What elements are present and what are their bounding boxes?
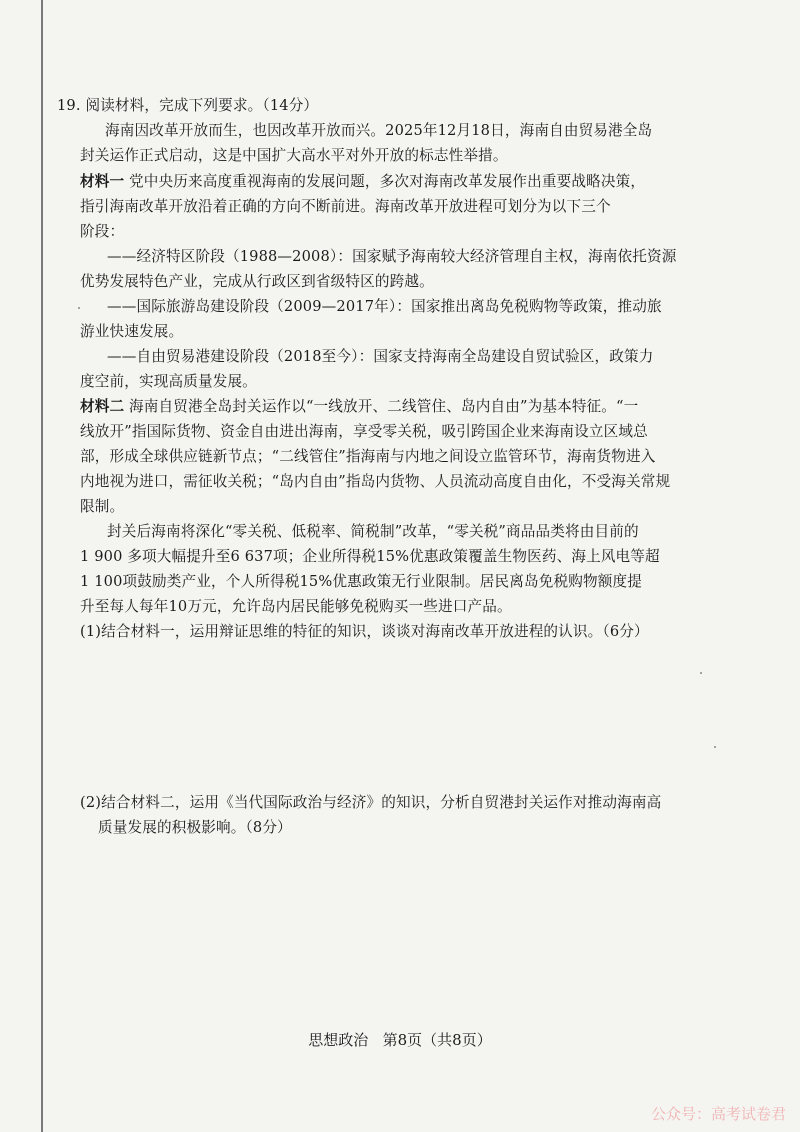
material2-line: 部，形成全球供应链新节点；“二线管住”指海南与内地之间设立监管环节，海南货物进入 xyxy=(80,448,656,465)
material2-first-line xyxy=(80,397,638,417)
material1-line: 指引海南改革开放沿着正确的方向不断前进。海南改革开放进程可划分为以下三个 xyxy=(80,198,611,215)
material2-line: 1 900 多项大幅提升至6 637项；企业所得税15%优惠政策覆盖生物医药、海上风电等超 xyxy=(80,548,660,565)
stage1-line: ——经济特区阶段（1988—2008）：国家赋予海南较大经济管理自主权，海南依托资源 xyxy=(107,248,677,265)
stage3-line: 度空前，实现高质量发展。 xyxy=(80,373,257,390)
scan-dot xyxy=(78,307,80,309)
material2-label: 材料二 xyxy=(80,398,125,415)
sub-question-2: 质量发展的积极影响。（8分） xyxy=(98,819,292,836)
material1-text: 党中央历来高度重视海南的发展问题，多次对海南改革发展作出重要战略决策， xyxy=(124,173,646,190)
material2-line: 线放开”指国际货物、资金自由进出海南，享受零关税，吸引跨国企业来海南设立区域总 xyxy=(80,423,648,440)
watermark: 公众号：高考试卷君 xyxy=(650,1105,786,1123)
question-title: 19. 阅读材料，完成下列要求。（14分） xyxy=(57,97,319,114)
material2-line: 限制。 xyxy=(80,498,125,515)
stage2-line: 游业快速发展。 xyxy=(80,323,184,340)
sub-question-2: (2)结合材料二，运用《当代国际政治与经济》的知识，分析自贸港封关运作对推动海南高 xyxy=(80,794,662,811)
sub-question-1: (1)结合材料一，运用辩证思维的特征的知识，谈谈对海南改革开放进程的认识。（6分） xyxy=(80,623,649,640)
material1-label: 材料一 xyxy=(80,173,125,190)
intro-line: 封关运作正式启动，这是中国扩大高水平对外开放的标志性举措。 xyxy=(80,147,508,164)
scan-dot xyxy=(700,672,702,674)
material2-text: 海南自贸港全岛封关运作以“一线放开、二线管住、岛内自由”为基本特征。“一 xyxy=(124,398,639,415)
intro-line: 海南因改革开放而生，也因改革开放而兴。2025年12月18日，海南自由贸易港全岛 xyxy=(105,122,653,139)
binding-line xyxy=(41,0,43,1132)
stage3-line: ——自由贸易港建设阶段（2018至今）：国家支持海南全岛建设自贸试验区，政策力 xyxy=(107,348,654,365)
stage1-line: 优势发展特色产业，完成从行政区到省级特区的跨越。 xyxy=(80,273,434,290)
stage2-line: ——国际旅游岛建设阶段（2009—2017年）：国家推出离岛免税购物等政策，推动旅 xyxy=(107,298,662,315)
material2-line: 升至每人每年10万元，允许岛内居民能够免税购买一些进口产品。 xyxy=(80,598,512,615)
scan-dot xyxy=(714,746,716,748)
page-footer: 思想政治 第8页（共8页） xyxy=(308,1031,492,1049)
material1-first-line xyxy=(80,172,645,192)
material2-line: 封关后海南将深化“零关税、低税率、简税制”改革，“零关税”商品品类将由目前的 xyxy=(107,523,639,540)
material2-line: 内地视为进口，需征收关税；“岛内自由”指岛内货物、人员流动高度自由化，不受海关常规 xyxy=(80,473,671,490)
material2-line: 1 100项鼓励类产业，个人所得税15%优惠政策无行业限制。居民离岛免税购物额度提 xyxy=(80,573,642,590)
material1-line: 阶段： xyxy=(80,223,125,240)
